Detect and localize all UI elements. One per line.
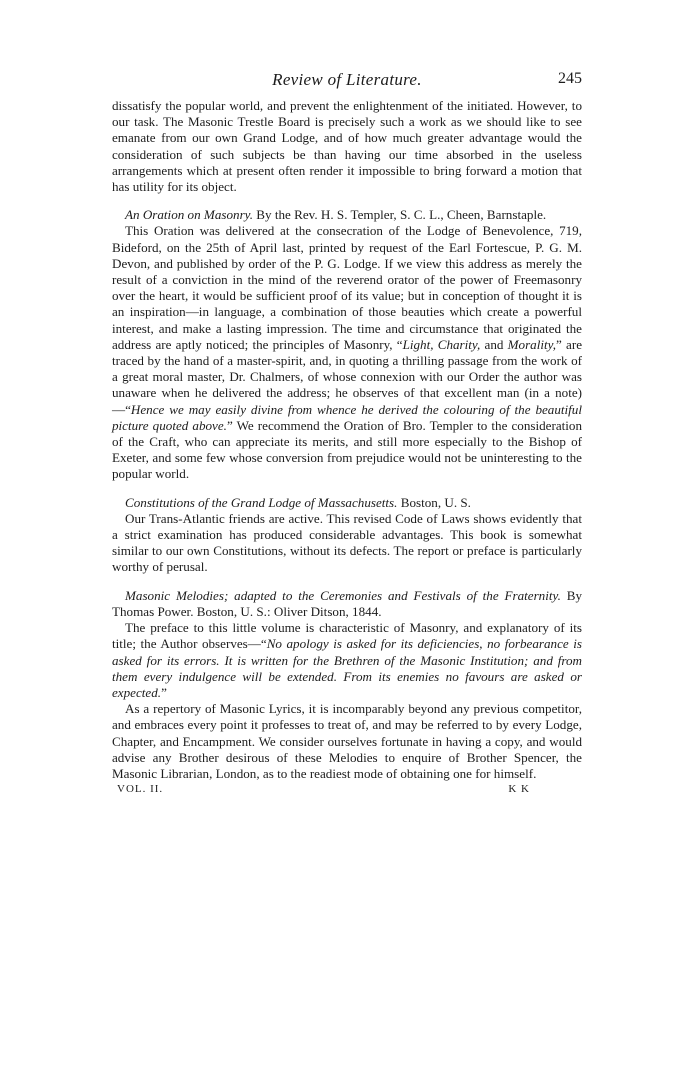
italic-text: Hence we may easily divine from whence he derived the colouring of the beautiful picture quoted above. (112, 401, 582, 433)
review-paragraph (112, 620, 582, 701)
signature-mark: K K (508, 783, 530, 796)
running-head (112, 70, 582, 98)
page-number: 245 (558, 70, 582, 87)
review-entry-title (112, 495, 582, 511)
continuation-paragraph: dissatisfy the popular world, and prevent the enlightenment of the initiated. However, to our task. The Masonic Trestle Board is precisely such a work as we should like to see emanate from our own Grand Lodge, and of how much greater advantage would the consideration of such subjects be than having our time absorbed in the useless arrangements which at present often render it impossible to bring forward a motion that has utility for its object. (112, 98, 582, 195)
text-run: The preface to this little volume is characteristic of Masonry, and explanatory of its title; the Author observes—“ (112, 620, 582, 652)
review-paragraph (112, 223, 582, 482)
entry-title-italic: An Oration on Masonry. (125, 207, 254, 223)
review-entry-title (112, 207, 582, 223)
text-run: This Oration was delivered at the consecration of the Lodge of Benevolence, 719, Bideford, on the 25th of April last, printed by request of the Earl Fortescue, P. G. M. Devon, and published by order of the P. G. Lodge. If we view this address as merely the result of a conviction in the mind of the reverend orator of the power of Freemasonry over the heart, it would be sufficient proof of its value; but in conception of thought it is an inspiration—in language, a combination of those beauties which create a powerful interest, and make a lasting impression. The time and circumstance that originated the address are aptly noticed; the principles of Masonry, “ (112, 223, 582, 352)
review-entry (112, 207, 582, 482)
entry-title-italic: Constitutions of the Grand Lodge of Massachusetts. (125, 494, 398, 510)
review-paragraph (112, 511, 582, 576)
book-page (112, 70, 582, 799)
review-entries (112, 207, 582, 782)
italic-text: Morality, (507, 336, 556, 352)
review-entry (112, 588, 582, 782)
italic-text: No apology is asked for its deficiencies, no forbearance is asked for its errors. It is written for the Brethren of the Masonic Institution; and from them every indulgence will be extended. From its enemies no favours are asked or expected. (112, 636, 582, 700)
page-footer (112, 783, 582, 799)
entry-title-imprint: By the Rev. H. S. Templer, S. C. L., Cheen, Barnstaple. (253, 207, 547, 223)
review-entry-title (112, 588, 582, 620)
text-run: ” are traced by the hand of a master-spirit, and, in quoting a thrilling passage from the work of a great moral master, Dr. Chalmers, of whose connexion with our Order the author was unaware when he delivered the address; he observes of that excellent man (in a note)—“ (112, 336, 583, 417)
text-run: and (480, 336, 508, 352)
text-run: As a repertory of Masonic Lyrics, it is incomparably beyond any previous competitor, and embraces every point it professes to treat of, and may be referred to by every Lodge, Chapter, and Encampment. We consider ourselves fortunate in having a copy, and would advise any Brother desirous of these Melodies to enquire of Brother Spencer, the Masonic Librarian, London, as to the readiest mode of obtaining one for himself. (112, 701, 582, 781)
entry-title-imprint: By Thomas Power. Boston, U. S.: Oliver Ditson, 1844. (112, 587, 582, 619)
italic-text: Light, Charity, (402, 336, 481, 352)
volume-label: VOL. II. (117, 783, 164, 796)
review-entry (112, 495, 582, 576)
text-run: ” We recommend the Oration of Bro. Templer to the consideration of the Craft, who can appreciate its merits, and still more especially to the Bishop of Exeter, and some few whose conversion from prejudice would not be uninteresting to the popular world. (112, 417, 582, 482)
entry-title-italic: Masonic Melodies; adapted to the Ceremonies and Festivals of the Fraternity. (125, 587, 561, 603)
review-body (112, 98, 582, 782)
running-title: Review of Literature. (272, 70, 422, 89)
text-run: ” (161, 684, 167, 700)
entry-title-imprint: Boston, U. S. (397, 494, 471, 510)
text-run: Our Trans-Atlantic friends are active. This revised Code of Laws shows evidently that a strict examination has produced considerable advantages. This book is somewhat similar to our own Constitutions, without its defects. The report or preface is particularly worthy of perusal. (112, 510, 582, 575)
review-paragraph (112, 701, 582, 782)
